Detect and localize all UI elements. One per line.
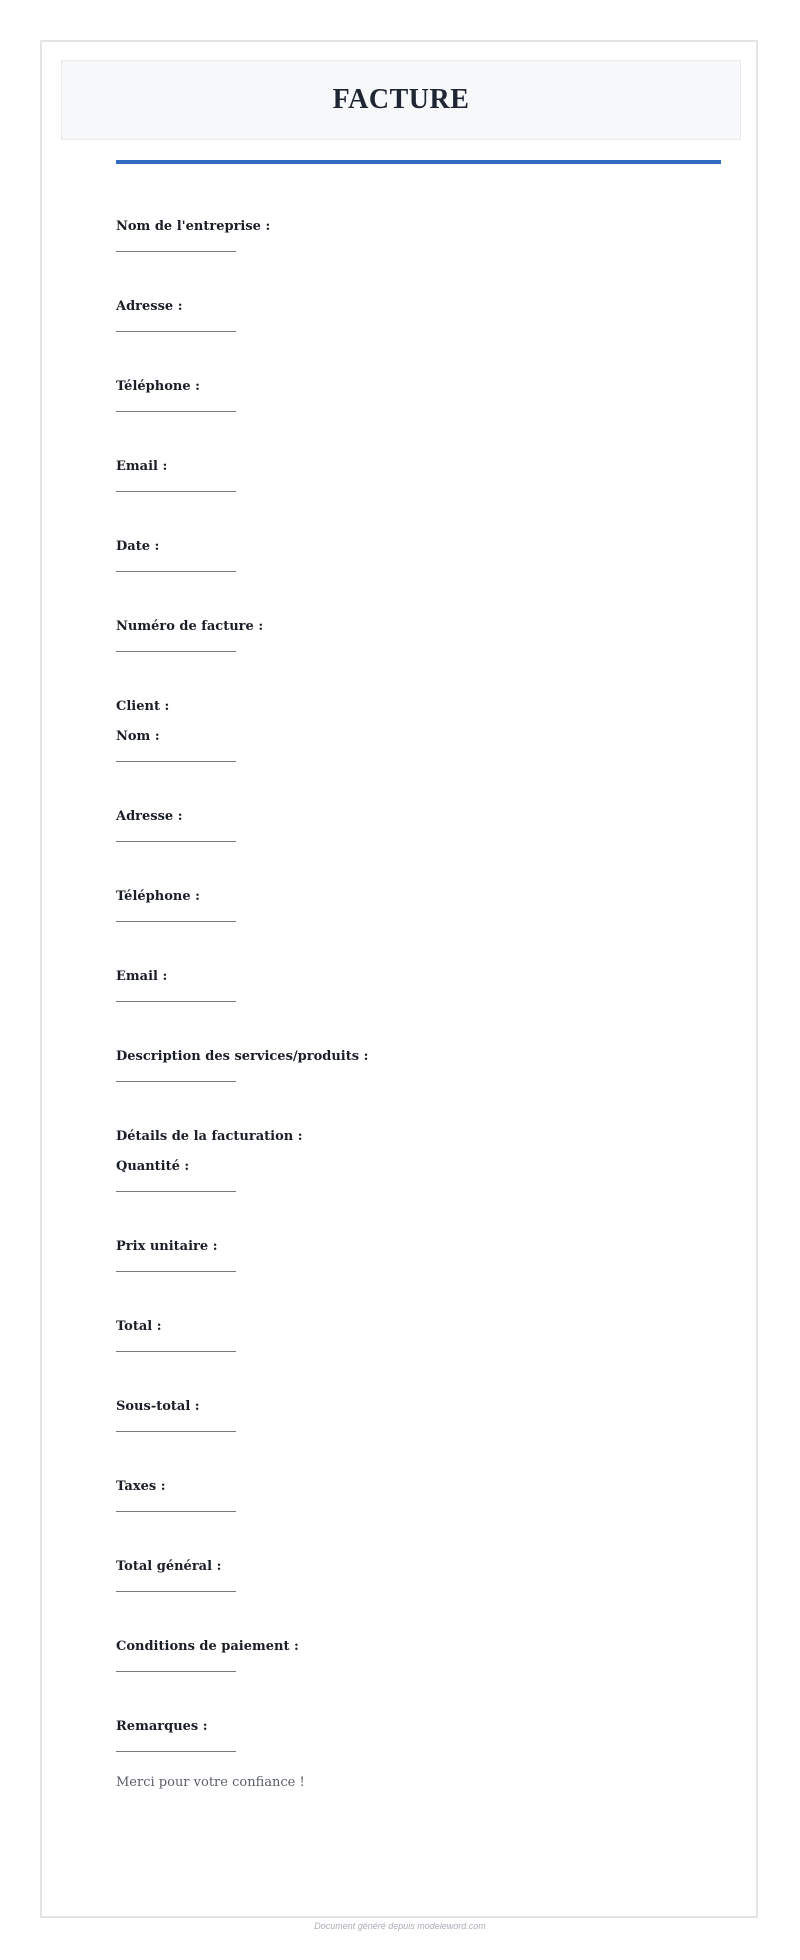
- footer-credit: Document généré depuis modeleword.com: [314, 1921, 486, 1931]
- field-label-remarks: Remarques :: [116, 1719, 208, 1734]
- field-label-description: Description des services/produits :: [116, 1049, 369, 1064]
- page-title: FACTURE: [332, 84, 470, 115]
- header-box: [61, 60, 741, 140]
- field-label-unit-price: Prix unitaire :: [116, 1239, 218, 1254]
- field-label-taxes: Taxes :: [116, 1479, 166, 1494]
- field-label-client-phone: Téléphone :: [116, 889, 200, 904]
- field-line-client-email[interactable]: [116, 1001, 236, 1002]
- field-label-client-name: Nom :: [116, 729, 160, 744]
- field-line-grand-total[interactable]: [116, 1591, 236, 1592]
- field-line-company-name[interactable]: [116, 251, 236, 252]
- field-line-client-name[interactable]: [116, 761, 236, 762]
- field-line-phone[interactable]: [116, 411, 236, 412]
- field-label-phone: Téléphone :: [116, 379, 200, 394]
- section-heading-billing: Détails de la facturation :: [116, 1129, 303, 1144]
- field-label-total: Total :: [116, 1319, 162, 1334]
- field-line-total[interactable]: [116, 1351, 236, 1352]
- field-line-email[interactable]: [116, 491, 236, 492]
- field-label-quantity: Quantité :: [116, 1159, 190, 1174]
- field-label-payment-terms: Conditions de paiement :: [116, 1639, 299, 1654]
- field-line-description[interactable]: [116, 1081, 236, 1082]
- field-label-email: Email :: [116, 459, 168, 474]
- field-line-taxes[interactable]: [116, 1511, 236, 1512]
- field-label-invoice-number: Numéro de facture :: [116, 619, 264, 634]
- field-line-subtotal[interactable]: [116, 1431, 236, 1432]
- field-label-client-email: Email :: [116, 969, 168, 984]
- field-line-address[interactable]: [116, 331, 236, 332]
- field-label-date: Date :: [116, 539, 160, 554]
- field-line-payment-terms[interactable]: [116, 1671, 236, 1672]
- field-line-client-address[interactable]: [116, 841, 236, 842]
- field-line-invoice-number[interactable]: [116, 651, 236, 652]
- section-heading-client: Client :: [116, 699, 170, 714]
- accent-divider: [116, 160, 721, 164]
- field-line-unit-price[interactable]: [116, 1271, 236, 1272]
- field-line-remarks[interactable]: [116, 1751, 236, 1752]
- field-line-quantity[interactable]: [116, 1191, 236, 1192]
- field-label-client-address: Adresse :: [116, 809, 183, 824]
- invoice-page: [40, 40, 758, 1918]
- field-line-client-phone[interactable]: [116, 921, 236, 922]
- field-label-subtotal: Sous-total :: [116, 1399, 200, 1414]
- field-label-company-name: Nom de l'entreprise :: [116, 219, 271, 234]
- closing-note: Merci pour votre confiance !: [116, 1775, 305, 1790]
- field-label-address: Adresse :: [116, 299, 183, 314]
- field-label-grand-total: Total général :: [116, 1559, 222, 1574]
- field-line-date[interactable]: [116, 571, 236, 572]
